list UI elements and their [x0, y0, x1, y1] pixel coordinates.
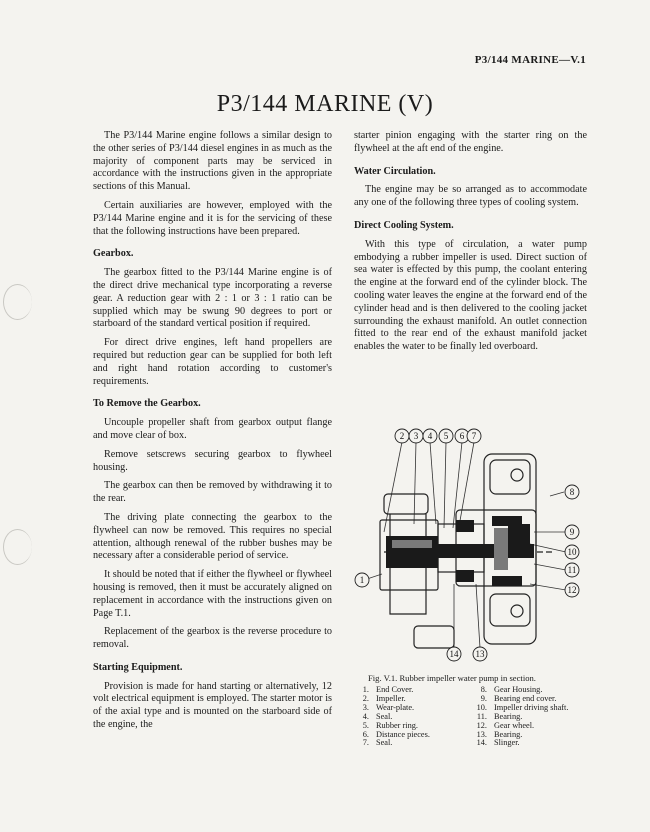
callout-number: 1	[359, 575, 365, 585]
paragraph: Provision is made for hand starting or alternatively, 12 volt electrical equipment is employed. The starter motor is of the axial type and is mounted on the starboard side of the engine, the	[93, 680, 332, 731]
paragraph: It should be noted that if either the flywheel or flywheel housing is removed, then it must be accurately aligned on replacement in accordance with the instructions given on Page T.1.	[93, 569, 333, 619]
section-heading-starting: Starting Equipment.	[93, 661, 183, 673]
legend-item: 3. Wear-plate.	[362, 702, 415, 712]
callout-number: 7	[471, 431, 477, 441]
figure-caption: Fig. V.1. Rubber impeller water pump in section.	[368, 673, 536, 683]
legend-item: 4. Seal.	[362, 711, 393, 721]
paragraph: The driving plate connecting the gearbox to the flywheel can now be removed. This requires no special attention, although renewal of the rubber bushes may be necessary after a considerable period of service.	[93, 511, 332, 562]
intro-paragraph: The P3/144 Marine engine follows a similar design to the other series of P3/144 diesel engines in as much as the majority of component parts may be serviced in accordance with the instructions given in the appropriate sections of this Manual.	[93, 130, 332, 193]
paragraph: The gearbox fitted to the P3/144 Marine engine is of the direct drive mechanical type incorporating a reverse gear. A reduction gear with 2 : 1 or 3 : 1 ratio can be supplied which may be swung 90 degrees to port or starboard of the standard vertical position if required.	[93, 267, 332, 330]
callout-number: 2	[399, 431, 405, 441]
section-heading-remove-gearbox: To Remove the Gearbox.	[93, 398, 201, 410]
binder-hole	[3, 284, 32, 320]
legend-item: 9. Bearing end cover.	[480, 693, 557, 703]
callout-number: 6	[459, 431, 465, 441]
legend-item: 14. Slinger.	[476, 738, 520, 748]
callout-number: 12	[567, 585, 577, 595]
pump-section-drawing	[354, 424, 594, 668]
callout-number: 9	[569, 527, 575, 537]
legend-left	[355, 686, 465, 748]
legend-item: 1. End Cover.	[362, 685, 414, 694]
callout-number: 4	[427, 431, 433, 441]
legend-item: 11. Bearing.	[476, 711, 523, 721]
legend-item: 12. Gear wheel.	[476, 720, 535, 730]
legend-item: 5. Rubber ring.	[362, 720, 418, 730]
legend-right	[473, 686, 603, 748]
callout-number: 14	[449, 649, 459, 659]
legend-item: 7. Seal.	[362, 738, 393, 748]
intro-paragraph: Certain auxiliaries are however, employed with the P3/144 Marine engine and it is for the servicing of these that the following instructions have been prepared.	[93, 199, 332, 237]
callout-number: 11	[567, 565, 577, 575]
continued-paragraph: starter pinion engaging with the starter ring on the flywheel at the aft end of the engine.	[354, 130, 587, 154]
callout-number: 13	[475, 649, 485, 659]
legend-item: 2. Impeller.	[362, 693, 406, 703]
legend-item: 13. Bearing.	[476, 729, 523, 739]
paragraph: With this type of circulation, a water pump embodying a rubber impeller is used. Direct suction of sea water is effected by this pump, the coolant entering the engine at the forward end of the cylinder block. The cooling water leaves the engine at the forward end of the cylinder head and is then delivered to the cooling jacket surrounding the exhaust manifold. An outlet connection fitted to the rear end of the exhaust manifold jacket enables the water to be finally led overboard.	[354, 238, 587, 353]
section-heading-water-circulation: Water Circulation.	[354, 165, 436, 177]
legend-item: 6. Distance pieces.	[362, 729, 430, 739]
paragraph: Replacement of the gearbox is the reverse procedure to removal.	[93, 626, 332, 651]
callout-number: 8	[569, 487, 575, 497]
paragraph: The engine may be so arranged as to accommodate any one of the following three types of cooling system.	[354, 184, 587, 209]
section-heading-gearbox: Gearbox.	[93, 248, 134, 260]
left-column	[93, 130, 332, 738]
paragraph: Remove setscrews securing gearbox to flywheel housing.	[93, 448, 332, 473]
section-heading-direct-cooling: Direct Cooling System.	[354, 219, 454, 231]
paragraph: Uncouple propeller shaft from gearbox output flange and move clear of box.	[93, 417, 332, 441]
callout-number: 5	[443, 431, 449, 441]
binder-hole	[3, 529, 32, 565]
paragraph: The gearbox can then be removed by withdrawing it to the rear.	[93, 480, 332, 505]
page-title: P3/144 MARINE (V)	[216, 91, 434, 117]
running-head: P3/144 MARINE—V.1	[474, 54, 586, 66]
right-column	[354, 130, 587, 360]
legend-item: 10. Impeller driving shaft.	[476, 702, 569, 712]
legend-item: 8. Gear Housing.	[480, 685, 543, 694]
paragraph: For direct drive engines, left hand propellers are required but reduction gear can be supplied for both left and right hand rotation according to customer's requirements.	[93, 337, 332, 387]
callout-number: 3	[413, 431, 419, 441]
water-pump-figure	[354, 424, 594, 668]
callout-number: 10	[567, 547, 577, 557]
